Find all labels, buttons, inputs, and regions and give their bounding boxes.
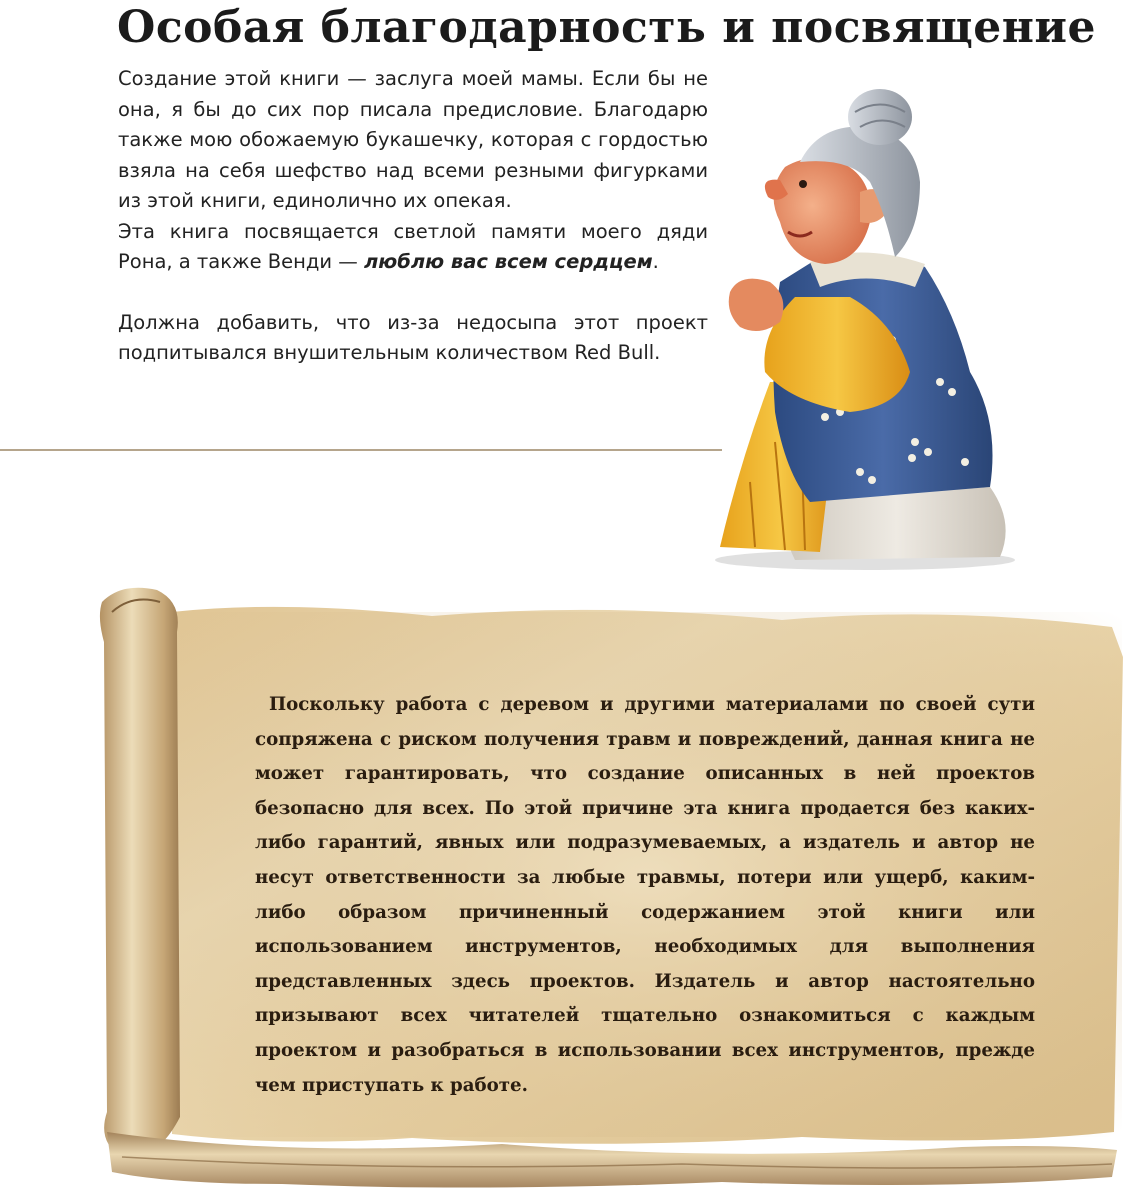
page-title: Особая благодарность и посвящение: [117, 2, 1097, 53]
dedication-text: [118, 64, 708, 369]
dedication-paragraph-2: Эта книга посвящается светлой памяти моего дяди Рона, а также Венди — люблю вас всем сердцем.: [118, 219, 708, 273]
disclaimer-text: Поскольку работа с деревом и другими материалами по своей сути сопряжена с риском получения травм и повреждений, данная книга не может гарантировать, что создание описанных в ней проектов безопасно для всех. По этой причине эта книга продается без каких-либо гарантий, явных или подразумеваемых, а издатель и автор не несут ответственности за любые травмы, потери или ущерб, каким-либо образом причиненный содержанием этой книги или использованием инструментов, необходимых для выполнения представленных здесь проектов. Издатель и автор настоятельно призывают всех читателей тщательно ознакомиться с каждым проектом и разобраться в использовании всех инструментов, прежде чем приступать к работе.: [255, 694, 1035, 1096]
dedication-emphasis: люблю вас всем сердцем: [363, 250, 653, 273]
section-divider: [0, 449, 722, 451]
dedication-paragraph-3: Должна добавить, что из-за недосыпа этот проект подпитывался внушительным количеством Red Bull.: [118, 310, 708, 364]
dedication-paragraph-1: Создание этой книги — заслуга моей мамы. Если бы не она, я бы до сих пор писала предисловие. Благодарю также мою обожаемую букашечку, которая с гордостью взяла на себя шефство над всеми резными фигурками из этой книги, единолично их опекая.: [118, 67, 708, 212]
carved-figurine-image: [700, 82, 1030, 574]
